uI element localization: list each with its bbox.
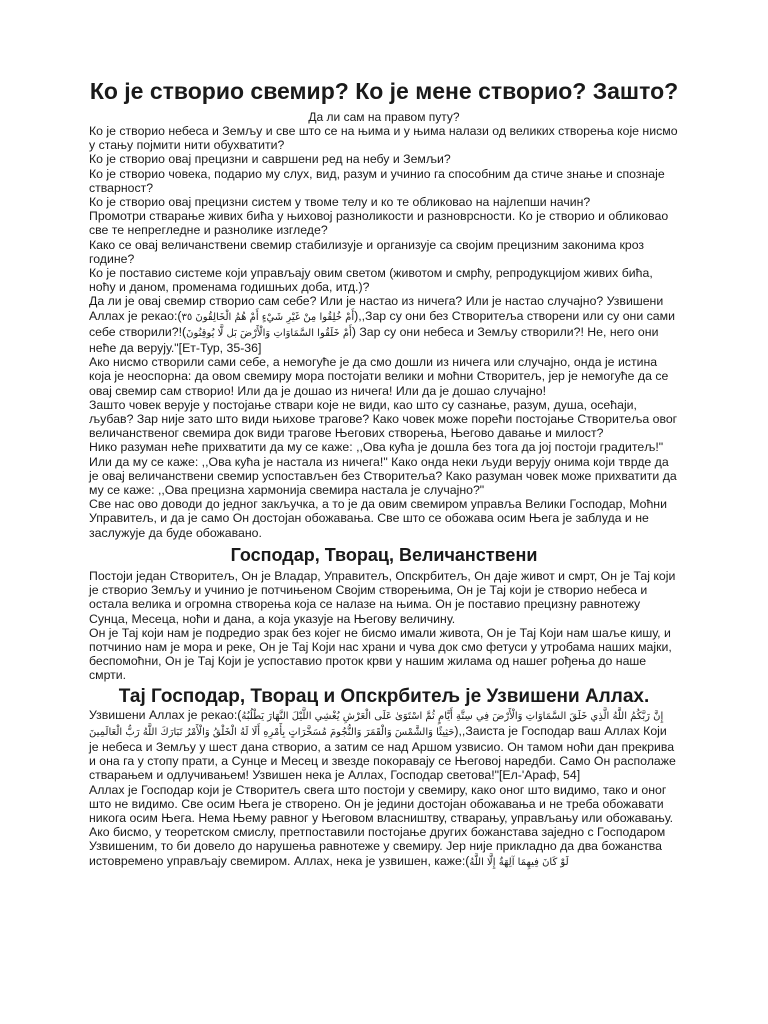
- section-2: [89, 708, 679, 870]
- arabic-quote: إِنَّ رَبَّكُمُ اللَّهُ الَّذِي خَلَقَ السَّمَاوَاتِ وَالْأَرْضَ فِي سِتَّةِ أَيَّامٍ ثُمَّ اسْتَوَىٰ عَلَى الْعَرْشِ يُغْشِي اللَّيْلَ النَّهَارَ يَطْلُبُهُ حَثِيثًا وَالشَّمْسَ وَالْقَمَرَ وَالنُّجُومَ مُسَخَّرَاتٍ بِأَمْرِهِ أَلَا لَهُ الْخَلْقُ وَالْأَمْرُ تَبَارَكَ اللَّهُ رَبُّ الْعَالَمِينَ: [89, 710, 664, 738]
- intro-paragraph: Ко је створио небеса и Земљу и све што се на њима и у њима налази од великих створења које нисмо у стању појмити нити обухватити?: [89, 124, 678, 153]
- section-heading: Тај Господар, Творац и Опскрбитељ је Узвишени Аллах.: [118, 685, 650, 707]
- section-paragraph: Аллах је Господар који је Створитељ свега што постоји у свемиру, како оног што видимо, тако и оног што не видимо. Све осим Њега је створено. Он је једини достојан обожавања и не треба обожавати никога осим Њега. Нема Њему равног у Његовом власништву, стварању, управљању или обожавању.: [89, 782, 674, 825]
- intro-paragraph: Зашто човек верује у постојање ствари које не види, као што су сазнање, разум, душа, осећаји, љубав? Зар није зато што види њихове трагове? Како човек може порећи постојање Створитеља овог величанственог свемира док види трагове Његових створења, Његово давање и милост?: [89, 397, 678, 441]
- section-paragraph-quran: [89, 708, 679, 783]
- arabic-quote: أَمْ خُلِقُوا مِنْ غَيْرِ شَيْءٍ أَمْ هُمُ الْخَالِقُونَ ٣٥: [181, 311, 355, 323]
- section-paragraph: Он је Тај који нам је подредио зрак без којег не бисмо имали живота, Он је Тај Који нам шаље кишу, и потчинио нам је мора и реке, Он је Тај Који нас храни и чува док смо фетуси у утробама наших мајки, беспомоћни, Он је Тај Који је успоставио проток крви у нашим жилама од нашег рођења до наше смрти.: [89, 625, 672, 683]
- page-subtitle: Да ли сам на правом путу?: [308, 110, 460, 124]
- text-run: ) Зар су они небеса и Земљу створили?! Не, него они неће да верују."[Ет-Тур, 35-36]: [89, 324, 659, 356]
- page-title: Ко је створио свемир? Ко је мене створио? Зашто?: [89, 78, 679, 104]
- intro-paragraph-quran: [89, 294, 679, 355]
- section-1: [89, 569, 679, 683]
- text-run: ),,Заиста је Господар ваш Аллах Који је небеса и Земљу у шест дана створио, а затим се над Аршом узвисио. Он тамом ноћи дан прекрива и она га у стопу прати, а Сунце и Месец и звезде покоравају се Његовој наредби. Само Он располаже стварањем и одлучивањем! Узвишен нека је Аллах, Господар светова!"[Ел-'Араф, 54]: [89, 723, 676, 783]
- intro-paragraph: Ко је створио овај прецизни и савршени ред на небу и Земљи?: [89, 152, 451, 167]
- intro-paragraph: Какo се овај величанствени свемир стабилизује и организује са својим прецизним законима кроз године?: [89, 237, 645, 266]
- intro-section: [89, 124, 679, 540]
- intro-paragraph: Ко је створио човека, подарио му слух, вид, разум и учинио га способним да стиче знање и спознаје стварност?: [89, 166, 665, 195]
- section-heading: Господар, Творац, Величанствени: [230, 544, 538, 565]
- text-run: ),,Зар су они без Створитеља створени или су они сами себе створили?!(: [89, 308, 675, 339]
- intro-paragraph: Нико разуман неће прихватити да му се каже: ,,Ова кућа је дошла без тога да јој постоји градитељ!" Или да му се каже: ,,Ова кућа је настала из ничега!" Како онда неки људи верују онима који тврде да је овај величанствени свемир успостављен без Створитеља? Како разуман човек може прихватити да му се каже: ,,Ова прецизна хармонија свемира настала је случајно?": [89, 440, 677, 498]
- intro-paragraph: Ко је поставио системе који управљају овим светом (животом и смрћу, репродукцијом живих бића, ноћу и даном, променама годишњих доба, итд.)?: [89, 266, 653, 295]
- document-page: [89, 78, 679, 870]
- text-run: Узвишени Аллах је рекао:(: [89, 707, 242, 722]
- intro-paragraph: Ко је створио овај прецизни систем у твоме телу и ко те обликовао на најлепши начин?: [89, 195, 591, 210]
- intro-paragraph: Ако нисмо створили сами себе, а немогуће је да смо дошли из ничега или случајно, онда је истина која је неоспорна: да овом свемиру мора постојати велики и моћни Створитељ, јер је немогуће да се овај свемир сам створио! Или да је дошао из ничега! Или да је дошао случајно!: [89, 355, 669, 398]
- intro-paragraph: Промотри стварање живих бића у њиховој разноликости и разноврсности. Ко је створио и обликовао све те непрегледне и разнолике изгледе?: [89, 209, 669, 238]
- intro-paragraph: Све нас ово доводи до једног закључка, а то је да овим свемиром управља Велики Господар, Моћни Управитељ, и да је само Он достојан обожавања. Све што се обожава осим Њега је заблуда и не заслужује да буде обожавано.: [89, 497, 667, 540]
- arabic-quote: أَمْ خَلَقُوا السَّمَاوَاتِ وَالْأَرْضَ بَل لَّا يُوقِنُونَ: [186, 327, 352, 339]
- section-paragraph: Постоји један Створитељ, Он је Владар, Управитељ, Опскрбитељ, Он даје живот и смрт, Он је Тај који је створио Земљу и учинио је потчињеном Својим створењима, Он је Тај који је створио небеса и остала велика и огромна створења која се налазе на њима. Он је поставио прецизну равнотежу Сунца, Месеца, ноћи и дана, а која указује на Његову величину.: [89, 568, 676, 626]
- text-run: Ако бисмо, у теоретском смислу, претпоставили постојање других божанстава заједно с Господаром Узвишеним, то би довело до нарушења равнотеже у свемиру. Јер није прикладно да два божанства истовремено управљају свемиром. Аллах, нека је узвишен, каже:(: [89, 825, 666, 868]
- section-paragraph-quran: [89, 825, 679, 870]
- arabic-quote: لَوْ كَانَ فِيهِمَا آلِهَةٌ إِلَّا اللَّهُ: [469, 856, 569, 868]
- text-run: Да ли је овај свемир створио сам себе? Или је настао из ничега? Или је настао случајно? Узвишени Аллах је рекао:(: [89, 294, 664, 323]
